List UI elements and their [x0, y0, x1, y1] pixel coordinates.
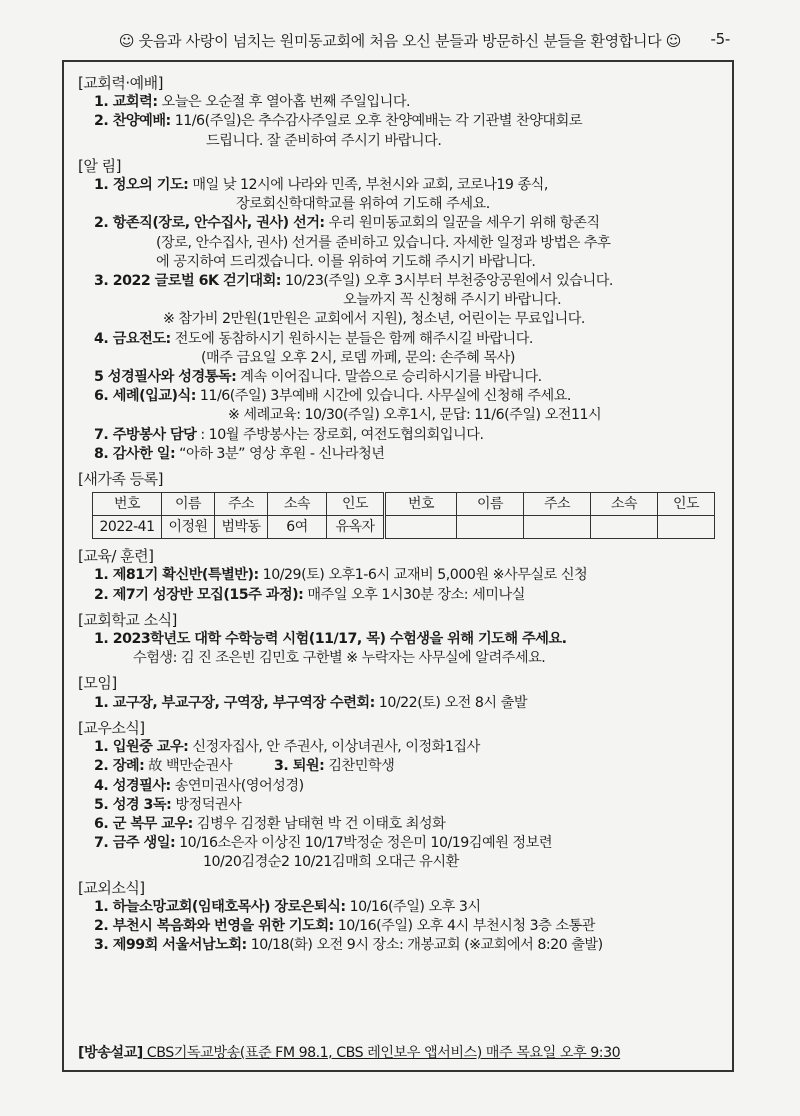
broadcast-label: [방송설교] [78, 1045, 143, 1061]
table-header-row [93, 493, 715, 516]
list-item: 4. 성경필사: 송연미권사(영어성경) [94, 777, 304, 794]
page-number: -5- [710, 30, 730, 48]
table-cell [385, 516, 457, 539]
table-cell: 6여 [268, 516, 327, 539]
list-item: 2. 찬양예배: 11/6(주일)은 추수감사주일로 오후 찬양예배는 각 기관별 찬양대회로 [94, 113, 583, 130]
section-title: [새가족 등록] [78, 470, 163, 489]
new-family-table [92, 492, 715, 539]
table-cell: 유옥자 [327, 516, 385, 539]
list-note: ※ 세례교육: 10/30(주일) 오후1시, 문답: 11/6(주일) 오전11시 [228, 407, 602, 424]
section-title: [교회력·예배] [78, 74, 163, 92]
list-item: 4. 금요전도: 전도에 동참하시기 원하시는 분들은 함께 해주시길 바랍니다. [94, 330, 533, 347]
broadcast-line [78, 1042, 728, 1062]
list-item: 2. 부천시 복음화와 번영을 위한 기도회: 10/16(주일) 오후 4시 부천시청 3층 소통관 [94, 917, 595, 934]
welcome-text: ☺ 웃음과 사랑이 넘치는 원미동교회에 처음 오신 분들과 방문하신 분들을 환영합니다 ☺ [118, 32, 682, 50]
table-row [93, 516, 715, 539]
section-meeting [78, 674, 728, 712]
table-cell [658, 516, 715, 539]
table-header: 이름 [457, 493, 524, 516]
section-new-family [78, 470, 728, 539]
list-item: 7. 주방봉사 담당 : 10월 주방봉사는 장로회, 여전도협의회입니다. [94, 426, 484, 443]
section-title: [알 림] [78, 156, 121, 175]
table-header: 번호 [385, 493, 457, 516]
table-cell: 2022-41 [93, 516, 162, 539]
list-item-cont: (매주 금요일 오후 2시, 로뎀 까페, 문의: 손주혜 목사) [201, 349, 515, 366]
list-item: 7. 금주 생일: 10/16소은자 이상진 10/17박정순 정은미 10/19김예원 정보련 [94, 835, 553, 852]
list-item-cont: 수험생: 김 진 조은빈 김민호 구한별 ※ 누락자는 사무실에 알려주세요. [133, 650, 546, 667]
table-header: 소속 [591, 493, 658, 516]
list-item: 5 성경필사와 성경통독: 계속 이어집니다. 말씀으로 승리하시기를 바랍니다. [94, 369, 542, 386]
list-item-cont: 장로회신학대학교를 위하여 기도해 주세요. [236, 196, 490, 213]
list-item-cont: 드립니다. 잘 준비하여 주시기 바랍니다. [206, 132, 442, 149]
list-item: 3. 제99회 서울서남노회: 10/18(화) 오전 9시 장소: 개봉교회 (※교회에서 8:20 출발) [94, 937, 603, 954]
section-title: [모임] [78, 674, 117, 693]
list-item: 1. 제81기 확신반(특별반): 10/29(토) 오후1-6시 교재비 5,000원 ※사무실로 신청 [94, 567, 588, 584]
section-title: [교외소식] [78, 878, 145, 897]
list-item: 1. 입원중 교우: 신정자집사, 안 주권사, 이상녀권사, 이정화1집사 [94, 739, 480, 756]
section-education [78, 547, 728, 605]
table-cell [457, 516, 524, 539]
list-item-cont: 오늘까지 꼭 신청해 주시기 바랍니다. [343, 292, 562, 309]
bulletin-content [78, 72, 728, 961]
list-item: 1. 정오의 기도: 매일 낮 12시에 나라와 민족, 부천시와 교회, 코로나19 종식, [94, 177, 548, 194]
list-note: ※ 참가비 2만원(1만원은 교회에서 지원), 청소년, 어린이는 무료입니다. [163, 311, 585, 328]
page-header [0, 30, 800, 51]
table-header: 인도 [327, 493, 385, 516]
broadcast-text: CBS기독교방송(표준 FM 98.1, CBS 레인보우 앱서비스) 매주 목요일 오후 9:30 [142, 1045, 621, 1061]
list-item: 3. 2022 글로벌 6K 걷기대회: 10/23(주일) 오후 3시부터 부천중앙공원에서 있습니다. [94, 273, 613, 290]
section-title: [교회학교 소식] [78, 610, 177, 629]
table-header: 번호 [93, 493, 162, 516]
section-members [78, 719, 728, 873]
list-item: 8. 감사한 일: “아하 3분” 영상 후원 - 신나라청년 [94, 445, 385, 462]
table-cell: 범박동 [215, 516, 268, 539]
list-item: 6. 군 복무 교우: 김병우 김정환 남태현 박 건 이태호 최성화 [94, 815, 446, 832]
list-item-cont: 에 공지하여 드리겠습니다. 이를 위하여 기도해 주시기 바랍니다. [156, 253, 536, 270]
list-item: 1. 2023학년도 대학 수학능력 시험(11/17, 목) 수험생을 위해 기도해 주세요. [94, 631, 567, 648]
list-item: 1. 하늘소망교회(임태호목사) 장로은퇴식: 10/16(주일) 오후 3시 [94, 898, 481, 915]
table-cell [524, 516, 591, 539]
list-item: 6. 세례(입교)식: 11/6(주일) 3부예배 시간에 있습니다. 사무실에 신청해 주세요. [94, 388, 571, 405]
table-header: 소속 [268, 493, 327, 516]
list-item: 5. 성경 3독: 방정덕권사 [94, 796, 242, 813]
section-school [78, 611, 728, 669]
section-title: [교우소식] [78, 718, 145, 737]
section-outside [78, 879, 728, 956]
table-cell: 이정원 [162, 516, 215, 539]
list-item-cont: 10/20김경순2 10/21김매희 오대근 유시환 [203, 854, 459, 871]
table-header: 이름 [162, 493, 215, 516]
list-item-cont: (장로, 안수집사, 권사) 선거를 준비하고 있습니다. 자세한 일정과 방법은 추후 [156, 234, 611, 251]
table-header: 주소 [215, 493, 268, 516]
table-header: 주소 [524, 493, 591, 516]
list-item: 2. 제7기 성장반 모집(15주 과정): 매주일 오후 1시30분 장소: 세미나실 [94, 586, 525, 603]
section-notice [78, 157, 728, 464]
list-item: 1. 교회력: 오늘은 오순절 후 열아홉 번째 주일입니다. [94, 94, 411, 111]
table-cell [591, 516, 658, 539]
list-item: 1. 교구장, 부교구장, 구역장, 부구역장 수련회: 10/22(토) 오전 8시 출발 [94, 694, 528, 711]
list-item: 2. 항존직(장로, 안수집사, 권사) 선거: 우리 원미동교회의 일꾼을 세우기 위해 항존직 [94, 215, 600, 232]
list-item: 2. 장례: 故 백만순권사 3. 퇴원: 김찬민학생 [94, 758, 395, 775]
table-header: 인도 [658, 493, 715, 516]
section-worship [78, 74, 728, 151]
section-title: [교육/ 훈련] [78, 547, 154, 566]
